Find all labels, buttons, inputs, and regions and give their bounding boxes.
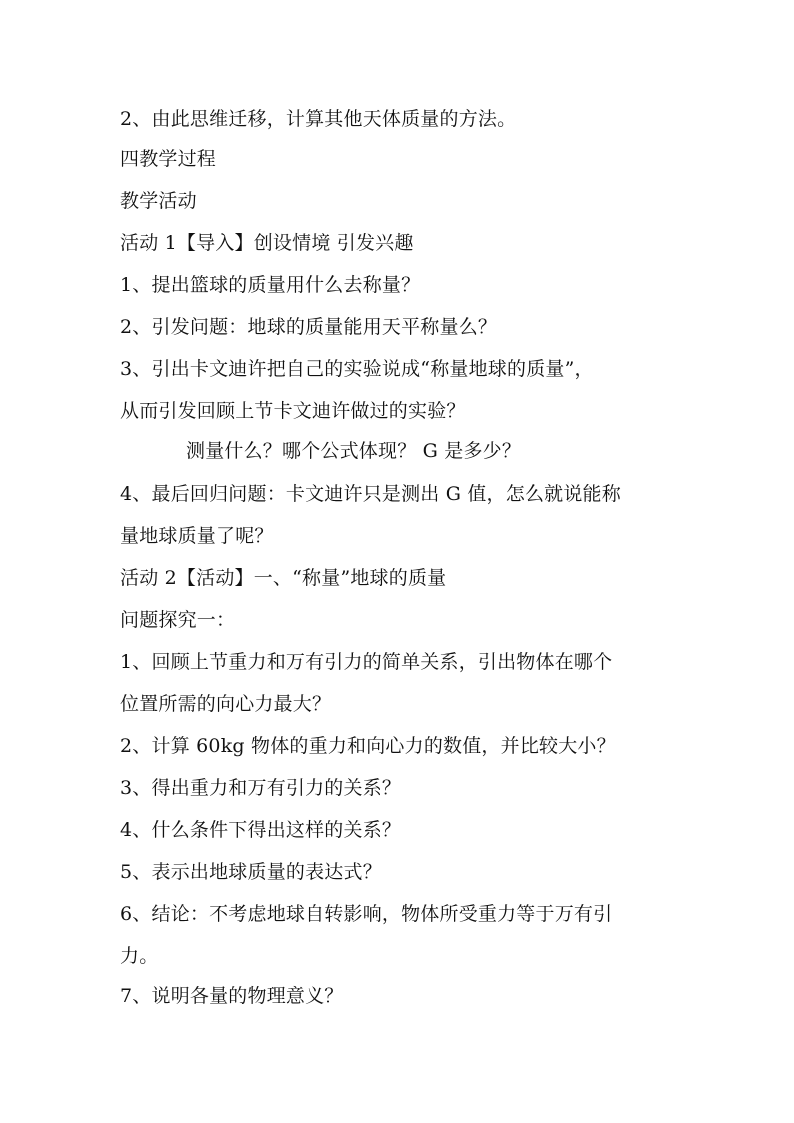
text-line: 教学活动	[120, 190, 197, 212]
text-line: 2、由此思维迁移，计算其他天体质量的方法。	[120, 108, 517, 130]
text-line: 问题探究一：	[120, 609, 236, 631]
text-line: 位置所需的向心力最大？	[120, 693, 332, 715]
text-line: 5、表示出地球质量的表达式？	[120, 861, 382, 883]
text-line: 3、引出卡文迪许把自己的实验说成“称量地球的质量”，	[120, 358, 594, 380]
text-line: 1、回顾上节重力和万有引力的简单关系，引出物体在哪个	[120, 651, 613, 673]
text-line: 2、引发问题：地球的质量能用天平称量么？	[120, 316, 498, 338]
text-line: 1、提出篮球的质量用什么去称量？	[120, 274, 421, 296]
text-line: 4、什么条件下得出这样的关系？	[120, 819, 402, 841]
text-line: 力。	[120, 945, 159, 967]
text-line: 6、结论：不考虑地球自转影响，物体所受重力等于万有引	[120, 903, 613, 925]
section-heading: 四教学过程	[120, 148, 217, 170]
text-line-indented: 测量什么？哪个公式体现？ G 是多少？	[186, 440, 522, 462]
activity-heading: 活动 1【导入】创设情境 引发兴趣	[120, 232, 414, 254]
text-line: 3、得出重力和万有引力的关系？	[120, 777, 402, 799]
text-line: 4、最后回归问题：卡文迪许只是测出 G 值，怎么就说能称	[120, 483, 621, 505]
text-line: 量地球质量了呢？	[120, 525, 274, 547]
text-line: 从而引发回顾上节卡文迪许做过的实验？	[120, 400, 466, 422]
activity-heading: 活动 2【活动】一、“称量”地球的质量	[120, 567, 447, 589]
text-line: 2、计算 60kg 物体的重力和向心力的数值，并比较大小？	[120, 735, 616, 757]
text-line: 7、说明各量的物理意义？	[120, 985, 344, 1007]
